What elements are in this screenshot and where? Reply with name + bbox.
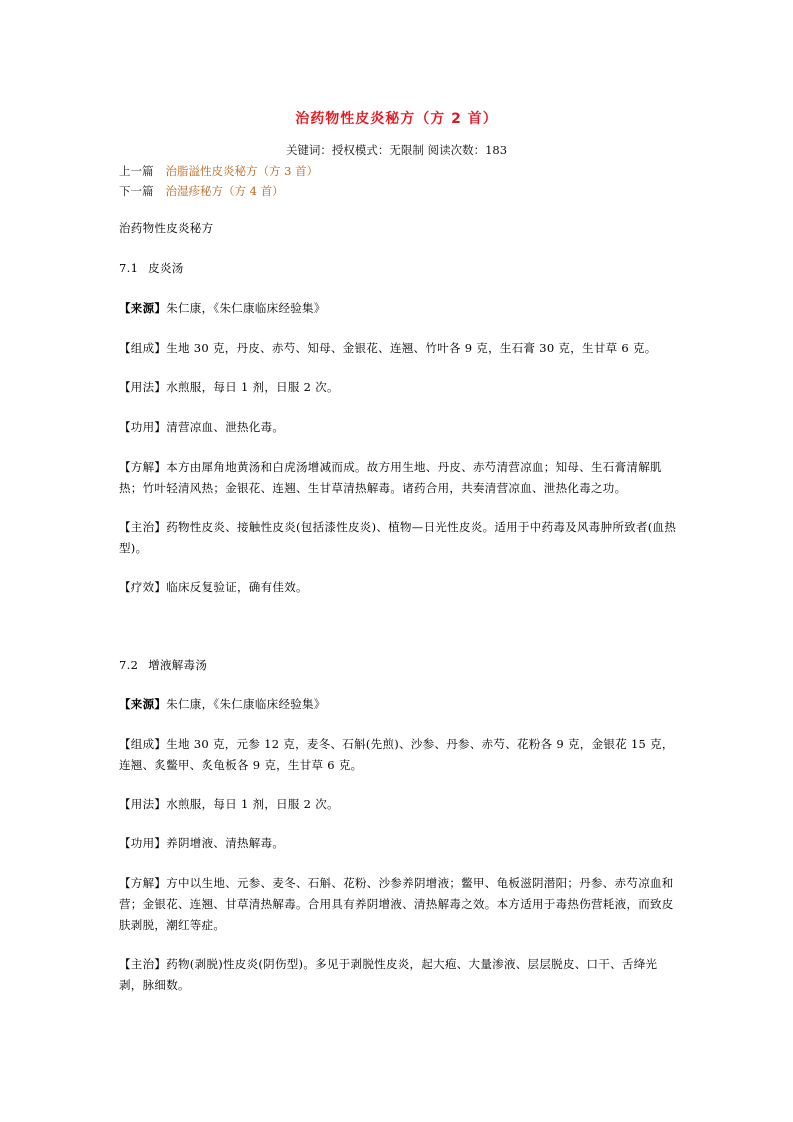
indication-text: 药物(剥脱)性皮炎(阴伤型)。多见于剥脱性皮炎，起大疱、大量渗液、层层脱皮、口干、舌绛光剥，脉细数。 <box>119 957 658 992</box>
indication-tag: 【主治】 <box>119 957 167 971</box>
section-heading: 7.1 皮炎汤 <box>119 261 184 275</box>
next-article-row <box>119 183 284 199</box>
prev-label: 上一篇 <box>119 164 154 178</box>
explanation-paragraph <box>119 457 679 499</box>
explanation-tag: 【方解】 <box>119 460 167 474</box>
explanation-paragraph <box>119 873 679 936</box>
usage-text: 水煎服，每日 1 剂，日服 2 次。 <box>166 380 339 394</box>
source-text: 朱仁康，《朱仁康临床经验集》 <box>166 301 326 315</box>
article-meta: 关键词：授权模式：无限制 阅读次数：183 <box>285 143 508 157</box>
intro-text: 治药物性皮炎秘方 <box>119 221 214 235</box>
next-label: 下一篇 <box>119 184 154 198</box>
indication-tag: 【主治】 <box>119 520 167 534</box>
usage-text: 水煎服，每日 1 剂，日服 2 次。 <box>166 797 339 811</box>
composition-tag: 【组成】 <box>119 341 167 355</box>
effect-tag: 【功用】 <box>119 836 167 850</box>
composition-paragraph <box>119 734 679 776</box>
indication-text: 药物性皮炎、接触性皮炎(包括漆性皮炎)、植物—日光性皮炎。适用于中药毒及风毒肿所致者(血热型)。 <box>119 520 677 555</box>
source-paragraph <box>119 298 679 319</box>
page-title: 治药物性皮炎秘方（方 2 首） <box>295 111 498 127</box>
prev-article-row <box>119 163 318 179</box>
usage-tag: 【用法】 <box>119 797 167 811</box>
composition-paragraph <box>119 338 679 359</box>
indication-paragraph <box>119 954 679 996</box>
source-paragraph <box>119 694 679 715</box>
composition-text: 生地 30 克，丹皮、赤芍、知母、金银花、连翘、竹叶各 9 克，生石膏 30 克，生甘草 6 克。 <box>166 341 657 355</box>
explanation-text: 本方由犀角地黄汤和白虎汤增减而成。故方用生地、丹皮、赤芍清营凉血；知母、生石膏清解肌热；竹叶轻清风热；金银花、连翘、生甘草清热解毒。诸药合用，共奏清营凉血、泄热化毒之功。 <box>119 460 662 495</box>
source-tag: 【来源】 <box>119 301 167 315</box>
result-paragraph <box>119 577 679 598</box>
usage-paragraph <box>119 794 679 815</box>
effect-text: 清营凉血、泄热化毒。 <box>166 420 285 434</box>
usage-tag: 【用法】 <box>119 380 167 394</box>
usage-paragraph <box>119 377 679 398</box>
indication-paragraph <box>119 517 679 559</box>
effect-paragraph <box>119 417 679 438</box>
prev-article-link[interactable]: 治脂溢性皮炎秘方（方 3 首） <box>165 164 319 178</box>
explanation-text: 方中以生地、元参、麦冬、石斛、花粉、沙参养阴增液；鳖甲、龟板滋阴潜阳；丹参、赤芍凉血和营；金银花、连翘、甘草清热解毒。合用具有养阴增液、清热解毒之效。本方适用于毒热伤营耗液，而致皮肤剥脱，潮红等症。 <box>119 876 674 932</box>
result-text: 临床反复验证，确有佳效。 <box>166 580 308 594</box>
section-heading: 7.2 增液解毒汤 <box>119 658 208 672</box>
composition-text: 生地 30 克，元参 12 克，麦冬、石斛(先煎)、沙参、丹参、赤芍、花粉各 9 克，金银花 15 克，连翘、炙鳖甲、炙龟板各 9 克，生甘草 6 克。 <box>119 737 674 772</box>
source-tag: 【来源】 <box>119 697 167 711</box>
explanation-tag: 【方解】 <box>119 876 167 890</box>
effect-text: 养阴增液、清热解毒。 <box>166 836 285 850</box>
effect-paragraph <box>119 833 679 854</box>
composition-tag: 【组成】 <box>119 737 167 751</box>
source-text: 朱仁康，《朱仁康临床经验集》 <box>166 697 326 711</box>
result-tag: 【疗效】 <box>119 580 167 594</box>
next-article-link[interactable]: 治湿疹秘方（方 4 首） <box>165 184 284 198</box>
effect-tag: 【功用】 <box>119 420 167 434</box>
